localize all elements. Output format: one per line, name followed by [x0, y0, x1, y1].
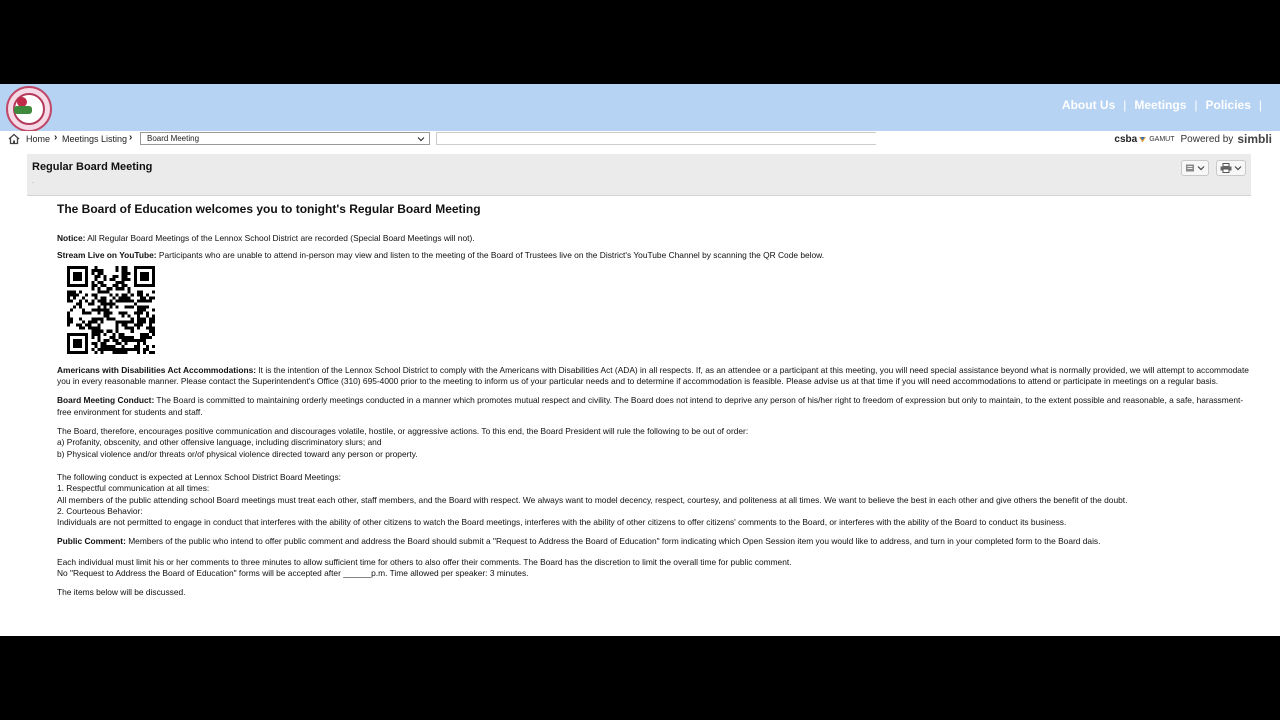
- gamut-mark-icon: [1138, 135, 1147, 144]
- qr-code[interactable]: [67, 266, 155, 354]
- stream-paragraph: [57, 250, 1249, 261]
- out-of-order-b: b) Physical violence and/or threats or/of physical violence directed toward any person or property.: [57, 448, 418, 459]
- gamut-label: GAMUT: [1149, 135, 1175, 143]
- brand-powered-by: [1114, 132, 1272, 146]
- items-note: The items below will be discussed.: [57, 587, 186, 598]
- page-title: Regular Board Meeting: [32, 161, 153, 173]
- powered-by-label: Powered by: [1180, 133, 1234, 145]
- simbli-logo: simbli: [1237, 132, 1272, 146]
- title-note: .: [32, 178, 34, 185]
- conduct-label: Board Meeting Conduct:: [57, 395, 155, 406]
- expected-item-2-text: Individuals are not permitted to engage in conduct that interferes with the ability of other citizens to watch the Board meetings, interferes with the ability of other citizens to offer citizens' comments to the Board, or interferes with the ability of the Board to conduct its business.: [57, 517, 1067, 528]
- public-comment-paragraph: [57, 536, 1249, 547]
- welcome-heading: The Board of Education welcomes you to tonight's Regular Board Meeting: [57, 202, 481, 216]
- conduct-text: The Board is committed to maintaining orderly meetings conducted in a manner which promotes mutual respect and civility. The Board does not intend to deprive any person of his/her right to freedom of expression but only to maintain, to the extent possible and reasonable, a safe, harassment-free environment for students and staff.: [57, 395, 1244, 417]
- breadcrumb: [0, 131, 1280, 148]
- chevron-down-icon: [1234, 164, 1242, 172]
- title-panel: [27, 154, 1251, 196]
- stream-text: Participants who are unable to attend in-person may view and listen to the meeting of the Board of Trustees live on the District's YouTube Channel by scanning the QR Code below.: [156, 250, 825, 261]
- expected-item-1-text: All members of the public attending school Board meetings must treat each other, staff members, and the Board with respect. We always want to model decency, respect, courtesy, and politeness at all times. We want to believe the best in each other and give others the benefit of the doubt.: [57, 494, 1128, 505]
- print-button[interactable]: [1216, 160, 1246, 176]
- app-window: [0, 84, 1280, 636]
- nav-separator: |: [1258, 98, 1262, 112]
- document-icon: [1185, 163, 1195, 173]
- expected-item-1: 1. Respectful communication at all times:: [57, 483, 210, 494]
- time-limit-paragraph: [57, 557, 1249, 580]
- no-request-text: No "Request to Address the Board of Education" forms will be accepted after ______p.m. Time allowed per speaker: 3 minutes.: [57, 568, 529, 579]
- breadcrumb-separator: ›: [129, 132, 133, 143]
- district-logo[interactable]: [6, 86, 52, 132]
- meeting-select[interactable]: [140, 132, 430, 145]
- ada-text: It is the intention of the Lennox School District to comply with the Americans with Disabilities Act (ADA) in all respects. If, as an attendee or a participant at this meeting, you will need special assistance beyond what is normally provided, we will attempt to accommodate you in every reasonable manner. Please contact the Superintendent's Office (310) 695-4000 prior to the meeting to inform us of your particular needs and to determine if accommodation is feasible. Please advise us at that time if you will need accommodations to attend or participate in meetings on a regular basis.: [57, 364, 1249, 387]
- nav-meetings[interactable]: Meetings: [1134, 98, 1187, 112]
- out-of-order-a: a) Profanity, obscenity, and other offensive language, including discriminatory slurs; and: [57, 437, 382, 448]
- encourages-text: The Board, therefore, encourages positive communication and discourages volatile, hostile, or aggressive actions. To this end, the Board President will rule the following to be out of order:: [57, 426, 749, 437]
- public-comment-label: Public Comment:: [57, 536, 126, 547]
- nav-separator: |: [1194, 98, 1198, 112]
- breadcrumb-filler: [436, 132, 876, 145]
- conduct-paragraph: [57, 395, 1249, 418]
- ada-label: Americans with Disabilities Act Accommodations:: [57, 364, 257, 375]
- ada-paragraph: [57, 365, 1249, 388]
- breadcrumb-home[interactable]: Home: [26, 134, 51, 144]
- expected-conduct-paragraph: [57, 472, 1249, 528]
- top-nav: [1062, 98, 1270, 112]
- chevron-down-icon: [1197, 164, 1205, 172]
- breadcrumb-meetings-listing[interactable]: Meetings Listing: [62, 134, 128, 144]
- document-view-button[interactable]: [1181, 160, 1209, 176]
- stream-label: Stream Live on YouTube:: [57, 250, 157, 261]
- breadcrumb-separator: ›: [54, 132, 58, 143]
- time-limit-text: Each individual must limit his or her comments to three minutes to allow sufficient time for others to also offer their comments. The Board has the discretion to limit the overall time for public comment.: [57, 556, 792, 567]
- home-icon[interactable]: [8, 133, 20, 145]
- notice-paragraph: [57, 233, 1249, 244]
- expected-item-2: 2. Courteous Behavior:: [57, 505, 143, 516]
- printer-icon: [1220, 163, 1232, 173]
- meeting-select-value: Board Meeting: [147, 134, 200, 143]
- expected-heading: The following conduct is expected at Lennox School District Board Meetings:: [57, 471, 341, 482]
- nav-separator: |: [1123, 98, 1127, 112]
- nav-about-us[interactable]: About Us: [1061, 98, 1116, 112]
- notice-text: All Regular Board Meetings of the Lennox School District are recorded (Special Board Meetings will not).: [85, 233, 475, 243]
- out-of-order-paragraph: [57, 426, 1249, 460]
- nav-policies[interactable]: Policies: [1205, 98, 1251, 112]
- header-bar: [0, 84, 1280, 131]
- csba-logo: csba: [1114, 133, 1138, 145]
- public-comment-text: Members of the public who intend to offer public comment and address the Board should submit a "Request to Address the Board of Education" form indicating which Open Session item you would like to address, and turn in your completed form to the Board dais.: [125, 536, 1101, 547]
- meeting-content: [57, 202, 1249, 605]
- chevron-down-icon: [417, 134, 425, 144]
- notice-label: Notice:: [57, 233, 86, 243]
